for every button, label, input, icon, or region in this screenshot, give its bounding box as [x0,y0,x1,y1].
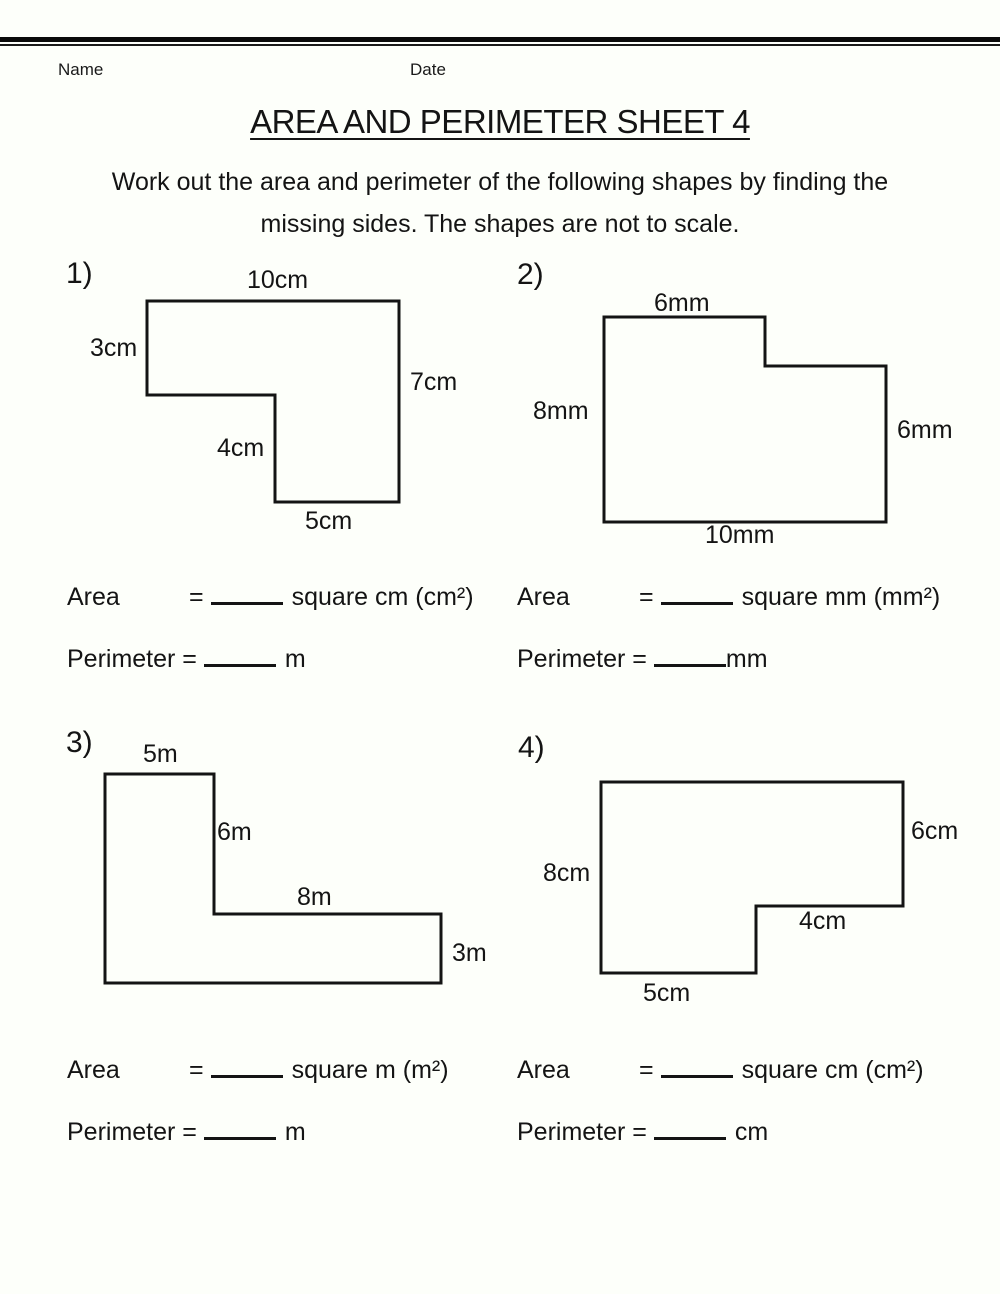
date-label: Date [410,60,446,79]
problem-1-area-line [67,583,474,612]
top-rule-thick [0,37,1000,42]
problem-4-perimeter-blank [654,1119,726,1140]
problem-3-figure [103,772,443,985]
problem-2-area-equals: = [639,583,654,611]
problem-1-perimeter-unit: m [284,645,306,673]
problem-2-outline [604,317,886,522]
problem-4-perimeter-unit: cm [734,1118,769,1146]
problem-4-figure [599,780,905,975]
problem-4-dim-bottom: 5cm [643,979,691,1007]
problem-1-outline [147,301,399,502]
problem-3-area-blank [211,1057,283,1078]
problem-4-perimeter-label: Perimeter = [517,1118,647,1146]
problem-4-area-equals: = [639,1056,654,1084]
problem-2-dim-left: 8mm [533,397,589,425]
problem-1-area-equals: = [189,583,204,611]
problem-2-area-unit: square mm (mm²) [741,583,941,611]
problem-3-dim-step: 6m [217,818,252,846]
problem-1-dim-step: 4cm [217,434,265,462]
problem-2-figure [602,315,888,524]
problem-1-dim-right: 7cm [410,368,458,396]
problem-3-dim-right: 3m [452,939,487,967]
problem-3-area-label: Area [67,1056,120,1084]
problem-2-perimeter-line [517,645,768,674]
problem-3-perimeter-line [67,1118,306,1147]
problem-2-perimeter-blank [654,646,726,667]
problem-3-area-equals: = [189,1056,204,1084]
instructions-line-1: Work out the area and perimeter of the following shapes by finding the [111,168,889,196]
problem-1-dim-left: 3cm [90,334,138,362]
problem-4-dim-step: 4cm [799,907,847,935]
problem-4-perimeter-line [517,1118,768,1147]
problem-1-area-blank [211,584,283,605]
instructions-line-2: missing sides. The shapes are not to scale. [260,210,740,238]
problem-4-dim-left: 8cm [543,859,591,887]
name-label: Name [58,60,104,79]
problem-4-area-blank [661,1057,733,1078]
problem-2-area-line [517,583,940,612]
problem-3-dim-middle: 8m [297,883,332,911]
problem-3-perimeter-label: Perimeter = [67,1118,197,1146]
problem-3-perimeter-unit: m [284,1118,306,1146]
problem-2-area-label: Area [517,583,570,611]
problem-1-area-unit: square cm (cm²) [291,583,474,611]
problem-1-perimeter-label: Perimeter = [67,645,197,673]
problem-3-number: 3) [66,726,93,759]
problem-1-dim-bottom: 5cm [305,507,353,535]
problem-1-perimeter-line [67,645,306,674]
problem-2-area-blank [661,584,733,605]
problem-4-dim-right: 6cm [911,817,959,845]
problem-1-perimeter-blank [204,646,276,667]
problem-3-area-unit: square m (m²) [291,1056,449,1084]
problem-3-area-line [67,1056,449,1085]
problem-2-perimeter-unit: mm [725,645,768,673]
problem-1-area-label: Area [67,583,120,611]
problem-2-dim-top: 6mm [654,289,710,317]
problem-1-number: 1) [66,257,93,290]
problem-4-outline [601,782,903,973]
top-rule-thin [0,44,1000,46]
problem-3-outline [105,774,441,983]
problem-3-perimeter-blank [204,1119,276,1140]
problem-1-dim-top: 10cm [247,266,309,294]
problem-1-figure [145,299,401,504]
worksheet-title: AREA AND PERIMETER SHEET 4 [250,103,750,140]
problem-4-area-label: Area [517,1056,570,1084]
problem-2-perimeter-label: Perimeter = [517,645,647,673]
problem-2-dim-bottom: 10mm [705,521,775,549]
problem-4-area-line [517,1056,924,1085]
problem-4-area-unit: square cm (cm²) [741,1056,924,1084]
problem-3-dim-top: 5m [143,740,178,768]
problem-2-number: 2) [517,258,544,291]
problem-4-number: 4) [518,731,545,764]
problem-2-dim-right: 6mm [897,416,953,444]
